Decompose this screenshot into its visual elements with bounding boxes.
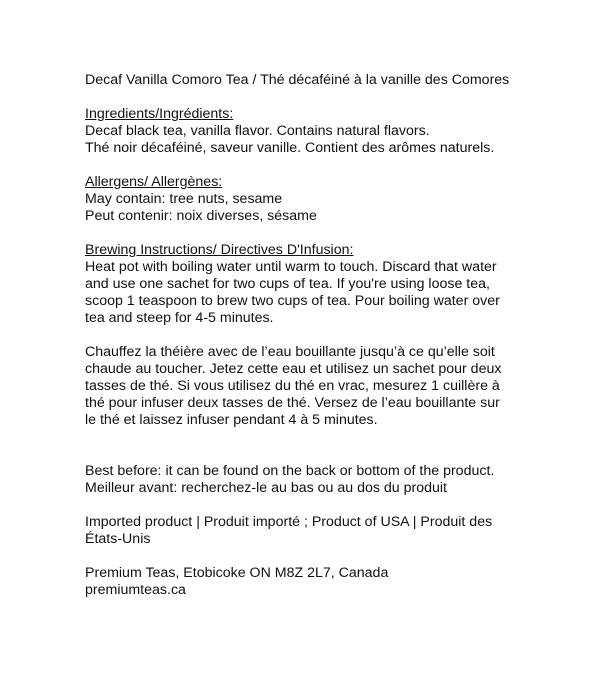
company-website: premiumteas.ca [85, 582, 186, 598]
company-address: Premium Teas, Etobicoke ON M8Z 2L7, Canada [85, 565, 389, 581]
best-before-line-en: Best before: it can be found on the back or bottom of the product. [85, 463, 495, 479]
document-page [85, 72, 585, 599]
allergens-line-fr: Peut contenir: noix diverses, sésame [85, 208, 317, 224]
brewing-line-fr: le thé et laissez infuser pendant 4 à 5 minutes. [85, 412, 378, 428]
ingredients-line-en: Decaf black tea, vanilla flavor. Contains natural flavors. [85, 123, 430, 139]
spacer [85, 497, 585, 514]
allergens-section [85, 174, 585, 225]
document-title: Decaf Vanilla Comoro Tea / Thé décaféiné à la vanille des Comores [85, 72, 510, 88]
ingredients-section [85, 106, 585, 157]
allergens-heading: Allergens/ Allergènes: [85, 174, 223, 190]
ingredients-line-fr: Thé noir décaféiné, saveur vanille. Contient des arômes naturels. [85, 140, 495, 156]
brewing-line-fr: chaude au toucher. Jetez cette eau et utilisez un sachet pour deux [85, 361, 502, 377]
spacer [85, 89, 585, 106]
spacer [85, 548, 585, 565]
origin-section [85, 514, 585, 548]
origin-line: Imported product | Produit importé ; Product of USA | Produit des [85, 514, 493, 530]
company-section [85, 565, 585, 599]
ingredients-heading: Ingredients/Ingrédients: [85, 106, 234, 122]
brewing-line-fr: Chauffez la théière avec de l’eau bouillante jusqu’à ce qu’elle soit [85, 344, 495, 360]
spacer [85, 429, 585, 463]
brewing-line-en: and use one sachet for two cups of tea. If you're using loose tea, [85, 276, 490, 292]
best-before-section [85, 463, 585, 497]
spacer [85, 327, 585, 344]
brewing-line-en: scoop 1 teaspoon to brew two cups of tea. Pour boiling water over [85, 293, 500, 309]
brewing-line-en: Heat pot with boiling water until warm to touch. Discard that water [85, 259, 497, 275]
spacer [85, 225, 585, 242]
origin-line: États-Unis [85, 531, 151, 547]
brewing-section [85, 242, 585, 429]
brewing-line-fr: thé pour infuser deux tasses de thé. Versez de l’eau bouillante sur [85, 395, 500, 411]
allergens-line-en: May contain: tree nuts, sesame [85, 191, 283, 207]
brewing-line-fr: tasses de thé. Si vous utilisez du thé en vrac, mesurez 1 cuillère à [85, 378, 500, 394]
best-before-line-fr: Meilleur avant: recherchez-le au bas ou au dos du produit [85, 480, 447, 496]
brewing-line-en: tea and steep for 4-5 minutes. [85, 310, 274, 326]
brewing-heading: Brewing Instructions/ Directives D'Infusion: [85, 242, 354, 258]
spacer [85, 157, 585, 174]
